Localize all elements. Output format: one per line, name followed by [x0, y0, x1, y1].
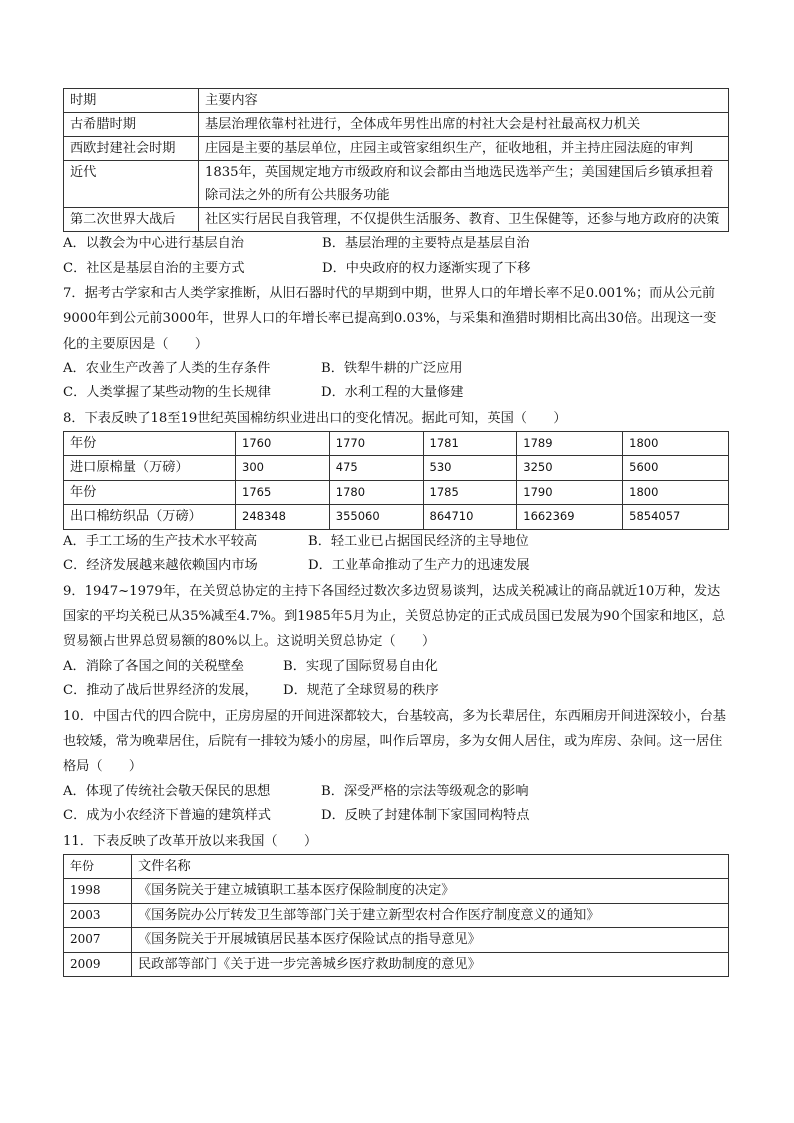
- table-row: [64, 952, 729, 977]
- option-c[interactable]: C．人类掌握了某些动物的生长规律: [63, 385, 271, 401]
- value-cell: 1662369: [517, 505, 623, 530]
- value-cell: 864710: [423, 505, 517, 530]
- option-a[interactable]: A．体现了传统社会敬天保民的思想: [63, 783, 271, 799]
- option-d[interactable]: D．规范了全球贸易的秩序: [283, 683, 439, 699]
- table-header-row: [64, 89, 729, 113]
- value-cell: 1790: [517, 480, 623, 505]
- period-cell: 西欧封建社会时期: [64, 137, 199, 161]
- table-header-cell: 文件名称: [132, 854, 729, 879]
- option-b[interactable]: B．实现了国际贸易自由化: [283, 658, 438, 674]
- q9-stem: 9．1947~1979年，在关贸总协定的主持下各国经过数次多边贸易谈判，达成关税减让的商品就近10万种，发达国家的平均关税已从35%减至4.7%。到1985年5月为止，关贸总协定的正式成员国已发展为90个国家和地区，总贸易额占世界总贸易额的80%以上。这说明关贸总协定（ ）: [63, 583, 726, 650]
- content-cell: 庄园是主要的基层单位，庄园主或管家组织生产，征收地租，并主持庄园法庭的审判: [199, 137, 729, 161]
- content-cell: 基层治理依靠村社进行，全体成年男性出席的村社大会是村社最高权力机关: [199, 113, 729, 137]
- option-a[interactable]: A．消除了各国之间的关税壁垒: [63, 658, 244, 674]
- option-b[interactable]: B．基层治理的主要特点是基层自治: [322, 236, 530, 251]
- governance-table: [63, 88, 729, 232]
- medical-policy-table: [63, 854, 729, 978]
- exam-page: [63, 88, 729, 977]
- cotton-trade-table: [63, 431, 729, 530]
- content-cell: 社区实行居民自我管理，不仅提供生活服务、教育、卫生保健等，还参与地方政府的决策: [199, 208, 729, 232]
- value-cell: 1765: [236, 480, 330, 505]
- q6-options-row-2: [63, 257, 729, 282]
- row-label-cell: 进口原棉量（万磅）: [64, 456, 236, 481]
- value-cell: 1781: [423, 431, 517, 456]
- row-label-cell: 年份: [64, 480, 236, 505]
- table-row: [64, 208, 729, 232]
- option-c[interactable]: C．成为小农经济下普遍的建筑样式: [63, 808, 271, 824]
- q10-options-row-2: [63, 804, 729, 829]
- year-cell: 1998: [64, 879, 132, 904]
- table-header-cell: 年份: [64, 854, 132, 879]
- table-row: [64, 113, 729, 137]
- document-cell: 《国务院关于开展城镇居民基本医疗保险试点的指导意见》: [132, 928, 729, 953]
- table-row: [64, 161, 729, 208]
- value-cell: 5600: [623, 456, 729, 481]
- option-c[interactable]: C．社区是基层自治的主要方式: [63, 260, 245, 276]
- table-header-cell: 主要内容: [199, 89, 729, 113]
- q11-stem: 11．下表反映了改革开放以来我国（ ）: [63, 833, 318, 849]
- value-cell: 1760: [236, 431, 330, 456]
- option-a[interactable]: A．农业生产改善了人类的生存条件: [63, 360, 271, 376]
- period-cell: 近代: [64, 161, 199, 208]
- period-cell: 第二次世界大战后: [64, 208, 199, 232]
- q6-options-row-1: [63, 232, 729, 257]
- value-cell: 1800: [623, 431, 729, 456]
- period-cell: 古希腊时期: [64, 113, 199, 137]
- q9-options-row-2: [63, 679, 729, 704]
- q7-stem: 7．据考古学家和古人类学家推断，从旧石器时代的早期到中期，世界人口的年增长率不足0.001%；而从公元前9000年到公元前3000年，世界人口的年增长率已提高到0.03%，与采集和渔猎时期相比高出30倍。出现这一变化的主要原因是（ ）: [63, 286, 717, 352]
- year-cell: 2007: [64, 928, 132, 953]
- value-cell: 5854057: [623, 505, 729, 530]
- q7-options-row-2: [63, 381, 729, 406]
- year-cell: 2003: [64, 903, 132, 928]
- year-cell: 2009: [64, 952, 132, 977]
- table-row: [64, 480, 729, 505]
- table-row: [64, 928, 729, 953]
- option-c[interactable]: C．推动了战后世界经济的发展，: [63, 683, 258, 699]
- value-cell: 300: [236, 456, 330, 481]
- document-cell: 《国务院关于建立城镇职工基本医疗保险制度的决定》: [132, 879, 729, 904]
- option-b[interactable]: B．铁犁牛耕的广泛应用: [321, 360, 463, 376]
- option-d[interactable]: D．工业革命推动了生产力的迅速发展: [308, 558, 530, 574]
- option-a[interactable]: A．以教会为中心进行基层自治: [63, 236, 244, 251]
- option-d[interactable]: D．中央政府的权力逐渐实现了下移: [322, 260, 531, 276]
- content-cell: 1835年，英国规定地方市级政府和议会都由当地选民选举产生；美国建国后乡镇承担着除司法之外的所有公共服务功能: [199, 161, 729, 208]
- row-label-cell: 年份: [64, 431, 236, 456]
- option-b[interactable]: B．深受严格的宗法等级观念的影响: [321, 783, 529, 799]
- value-cell: 1800: [623, 480, 729, 505]
- value-cell: 530: [423, 456, 517, 481]
- value-cell: 3250: [517, 456, 623, 481]
- option-b[interactable]: B．轻工业已占据国民经济的主导地位: [308, 533, 529, 549]
- table-row: [64, 431, 729, 456]
- value-cell: 1780: [329, 480, 423, 505]
- table-row: [64, 137, 729, 161]
- table-row: [64, 879, 729, 904]
- table-header-cell: 时期: [64, 89, 199, 113]
- row-label-cell: 出口棉纺织品（万磅）: [64, 505, 236, 530]
- q7-options-row-1: [63, 357, 729, 382]
- table-row: [64, 903, 729, 928]
- q8-options-row-1: [63, 530, 729, 555]
- document-cell: 《国务院办公厅转发卫生部等部门关于建立新型农村合作医疗制度意义的通知》: [132, 903, 729, 928]
- q8-options-row-2: [63, 554, 729, 579]
- value-cell: 248348: [236, 505, 330, 530]
- value-cell: 355060: [329, 505, 423, 530]
- q8-stem: 8．下表反映了18至19世纪英国棉纺织业进出口的变化情况。据此可知，英国（ ）: [63, 410, 567, 426]
- table-row: [64, 505, 729, 530]
- q9-options-row-1: [63, 655, 729, 680]
- document-cell: 民政部等部门《关于进一步完善城乡医疗救助制度的意见》: [132, 952, 729, 977]
- q10-options-row-1: [63, 780, 729, 805]
- table-row: [64, 456, 729, 481]
- table-header-row: [64, 854, 729, 879]
- value-cell: 475: [329, 456, 423, 481]
- option-d[interactable]: D．水利工程的大量修建: [321, 385, 464, 401]
- option-d[interactable]: D．反映了封建体制下家国同构特点: [321, 808, 530, 824]
- value-cell: 1785: [423, 480, 517, 505]
- option-a[interactable]: A．手工工场的生产技术水平较高: [63, 533, 258, 549]
- option-c[interactable]: C．经济发展越来越依赖国内市场: [63, 558, 258, 574]
- q10-stem: 10．中国古代的四合院中，正房房屋的开间进深都较大，台基较高，多为长辈居住，东西厢房开间进深较小，台基也较矮，常为晚辈居住，后院有一排较为矮小的房屋，叫作后罩房，多为女佣人居住，或为库房、杂间。这一居住格局（ ）: [63, 708, 726, 775]
- value-cell: 1770: [329, 431, 423, 456]
- value-cell: 1789: [517, 431, 623, 456]
